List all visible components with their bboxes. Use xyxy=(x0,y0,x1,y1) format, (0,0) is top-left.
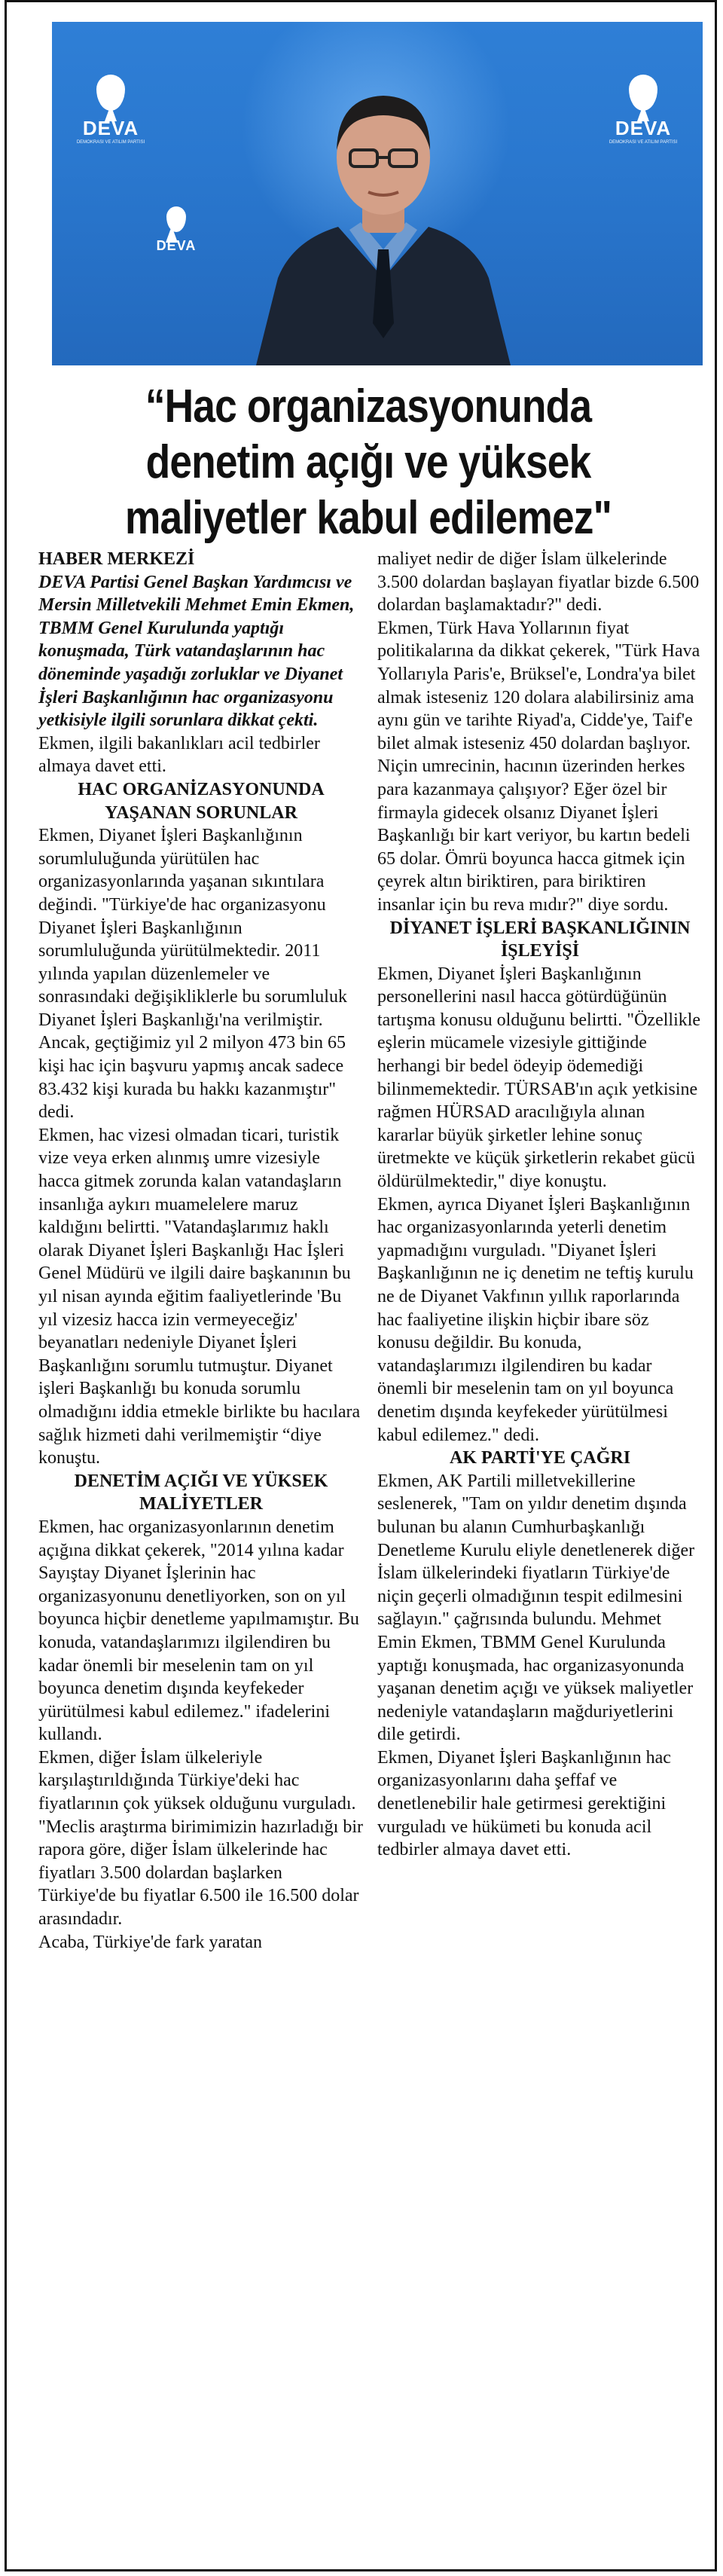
paragraph: maliyet nedir de diğer İslam ülkelerinde 3.500 dolardan başlayan fiyatlar bizde 6.500 dolardan başlamaktadır?" dedi. xyxy=(377,549,700,616)
paragraph: Ekmen, diğer İslam ülkeleriyle karşılaştırıldığında Türkiye'deki hac fiyatlarının çok yüksek olduğunu vurguladı. "Meclis araştırma birimimizin hazırladığı bir rapora göre, diğer İslam ülkelerinde hac fiyatları 3.500 dolardan başlarken Türkiye'de bu fiyatlar 6.500 ile 16.500 dolar arasındadır. xyxy=(38,1747,364,1930)
left-column xyxy=(38,548,364,1954)
paragraph: Acaba, Türkiye'de fark yaratan xyxy=(38,1932,263,1952)
paragraph: Ekmen, Diyanet İşleri Başkanlığının sorumluluğunda yürütülen hac organizasyonlarında yaşanan sıkıntılara değindi. "Türkiye'de hac organizasyonu Diyanet İşleri Başkanlığının sorumluluğunda yürütülmektedir. 2011 yılında yapılan düzenlemeler ve sonrasındaki değişikliklerle bu sorumluluk Diyanet İşleri Başkanlığı'na verilmiştir. Ancak, geçtiğimiz yıl 2 milyon 473 bin 65 kişi hac için başvuru yapmış ancak sadece 83.432 kişi kurada bu hakkı kazanmıştır" dedi. xyxy=(38,826,347,1123)
paragraph: Ekmen, Diyanet İşleri Başkanlığının hac organizasyonlarını daha şeffaf ve denetlenebilir hale getirmesi gerektiğini vurguladı ve hükümeti bu konuda acil tedbirler almaya davet etti. xyxy=(377,1747,671,1860)
article-photo xyxy=(52,22,703,365)
lead-paragraph: DEVA Partisi Genel Başkan Yardımcısı ve Mersin Milletvekili Mehmet Emin Ekmen, TBMM Genel Kurulunda yaptığı konuşmada, Türk vatandaşlarının hac döneminde yaşadığı zorluklar ve Diyanet İşleri Başkanlığının hac organizasyonu yetkisiyle ilgili sorunlara dikkat çekti. xyxy=(38,572,355,731)
paragraph: Ekmen, ayrıca Diyanet İşleri Başkanlığının hac organizasyonlarında yeterli denetim yapmadığını vurguladı. "Diyanet İşleri Başkanlığının ne iç denetim ne teftiş kurulu ne de Diyanet Vakfının yıllık raporlarında hac faaliyetine ilişkin hiçbir ibare söz konusu değildir. Bu konuda, vatandaşlarımızı ilgilendiren bu kadar önemli bir meselenin tam on yıl boyunca denetim dışında keyfekeder yürütülmesi kabul edilemez." dedi. xyxy=(377,1194,694,1445)
paragraph: Ekmen, Türk Hava Yollarının fiyat politikalarına da dikkat çekerek, "Türk Hava Yollarıyla Paris'e, Brüksel'e, Londra'ya bilet almak isteseniz 120 dolara alabilirsiniz ama aynı gün ve tarihte Riyad'a, Cidde'ye, Taif'e bilet almak isteseniz 450 dolardan başlıyor. Niçin umrecinin, hacının üzerinden herkes para kazanmaya çalışıyor? Eğer özel bir firmayla gidecek olsanız Diyanet İşleri Başkanlığı bir kart veriyor, bu kartın bedeli 65 dolar. Ömrü boyunca hacca gitmek için çeyrek altın biriktiren, para biriktiren insanlar için bu reva mıdır?" diye sordu. xyxy=(377,618,700,915)
paragraph: Ekmen, hac vizesi olmadan ticari, turistik vize veya erken alınmış umre vizesiyle hacca gitmek zorunda kalan vatandaşların insanlığa aykırı muamelelere maruz kaldığını belirtti. "Vatandaşlarımız haklı olarak Diyanet İşleri Başkanlığı Hac İşleri Genel Müdürü ve ilgili daire başkanının bu yıl nisan ayında eğitim faaliyetlerinde 'Bu yıl vizesiz hacca izin vermeyeceğiz' beyanatları nedeniyle Diyanet İşleri Başkanlığını sorumlu tutmuştur. Diyanet işleri Başkanlığı bu konuda sorumlu olmadığını iddia etmekle birlikte bu hacılara sağlık hizmeti dahi verilmemiştir “diye konuştu. xyxy=(38,1125,361,1468)
paragraph: Ekmen, hac organizasyonlarının denetim açığına dikkat çekerek, "2014 yılına kadar Sayıştay Diyanet İşlerinin hac organizasyonunu denetliyorken, son on yıl boyunca hiçbir denetleme yapılmamıştır. Bu konuda, vatandaşlarımızı ilgilendiren bu kadar önemli bir meselenin tam on yıl boyunca denetim dışında keyfekeder yürütülmesi kabul edilemez." ifadelerini kullandı. xyxy=(38,1517,359,1745)
deva-logo-right: DEVA DEMOKRASİ VE ATILIM PARTİSİ xyxy=(594,75,692,145)
subheading: DENETİM AÇIĞI VE YÜKSEK MALİYETLER xyxy=(74,1471,328,1514)
deva-logo-lower: DEVA xyxy=(142,206,210,254)
paragraph: Ekmen, Diyanet İşleri Başkanlığının personellerini nasıl hacca götürdüğünün tartışma konusu olduğunu belirtti. "Özellikle eşlerin mücamele vizesiyle gittiğinde herhangi bir bedel ödeyip ödemediği bilinmemektedir. TÜRSAB'ın açık yetkisine rağmen HÜRSAD aracılığıyla alınan kararlar büyük şirketler lehine sonuç üretmekte ve küçük şirketlerin rekabet gücü öldürülmektedir," diye konuştu. xyxy=(377,964,701,1192)
subheading: HAC ORGANİZASYONUNDA YAŞANAN SORUNLAR xyxy=(78,779,325,823)
article-headline: “Hac organizasyonunda denetim açığı ve yüksek maliyetler kabul edilemez" xyxy=(124,380,612,544)
paragraph: Ekmen, AK Partili milletvekillerine seslenerek, "Tam on yıldır denetim dışında bulunan bu alanın Cumhurbaşkanlığı Denetleme Kurulu eliyle denetlenerek diğer İslam ülkelerindeki fiyatların Türkiye'de niçin geçerli olmadığının tespit edilmesini sağlayın." çağrısında bulundu. Mehmet Emin Ekmen, TBMM Genel Kurulunda yaptığı konuşmada, hac organizasyonunda yaşanan denetim açığı ve yüksek maliyetler nedeniyle vatandaşların mağduriyetlerini dile getirdi. xyxy=(377,1471,695,1745)
byline: HABER MERKEZİ xyxy=(38,549,195,569)
newspaper-clipping xyxy=(5,0,717,2571)
deva-logo-left: DEVA DEMOKRASİ VE ATILIM PARTİSİ xyxy=(66,75,156,145)
paragraph: Ekmen, ilgili bakanlıkları acil tedbirler almaya davet etti. xyxy=(38,733,320,777)
right-column xyxy=(377,548,703,1862)
subheading: DİYANET İŞLERİ BAŞKANLIĞININ İŞLEYİŞİ xyxy=(389,918,691,961)
speaker-figure xyxy=(225,52,541,365)
subheading: AK PARTİ'YE ÇAĞRI xyxy=(449,1448,631,1468)
